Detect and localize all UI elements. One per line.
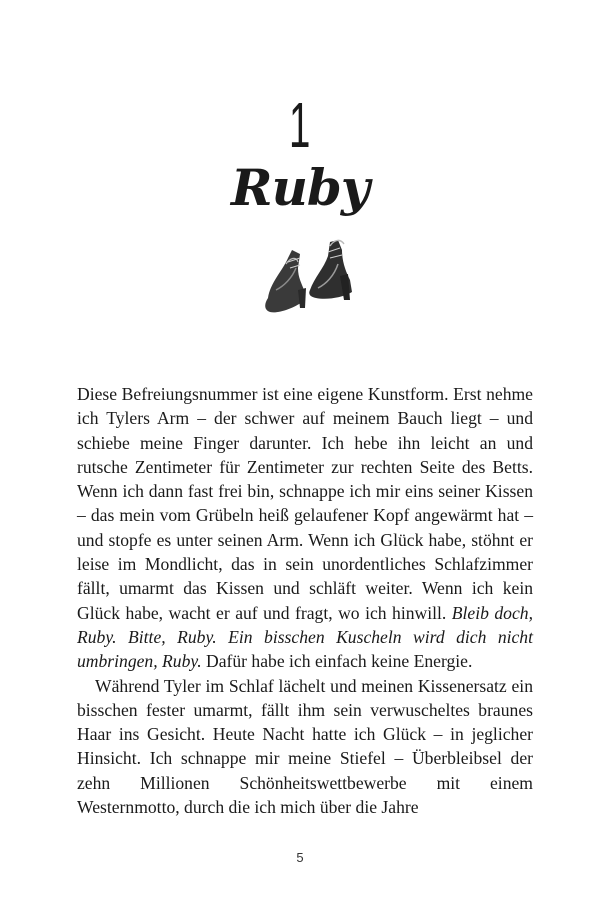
chapter-number: 1 <box>289 89 311 161</box>
page-number: 5 <box>296 850 304 865</box>
italic-dialogue: Bleib doch, Ruby. Bitte, Ruby. Ein bisschen Kuscheln wird dich nicht umbringen, Ruby. <box>77 602 533 672</box>
paragraph-text: Dafür habe ich einfach keine Energie. <box>201 651 473 672</box>
chapter-body-text <box>77 382 533 819</box>
chapter-title: Ruby <box>231 158 369 217</box>
boots-icon <box>258 228 358 328</box>
paragraph-text: Diese Befreiungsnummer ist eine eigene Kunstform. Erst nehme ich Tylers Arm – der schwer auf meinem Bauch liegt – und schiebe meine Finger darunter. Ich hebe ihn leicht an und rutsche Zentimeter für Zentimeter zur rechten Seite des Betts. Wenn ich dann fast frei bin, schnappe ich mir eins seiner Kissen – das mein vom Grübeln heiß gelaufener Kopf angewärmt hat – und stopfe es unter seinen Arm. Wenn ich Glück habe, stöhnt er leise im Mondlicht, das in sein unordentliches Schlafzimmer fällt, umarmt das Kissen und schläft weiter. Wenn ich kein Glück habe, wacht er auf und fragt, wo ich hinwill. <box>77 384 533 623</box>
paragraph <box>77 382 533 674</box>
paragraph: Während Tyler im Schlaf lächelt und meinen Kissenersatz ein bisschen fester umarmt, fällt ihm sein verwuscheltes braunes Haar ins Gesicht. Heute Nacht hatte ich Glück – in jeglicher Hinsicht. Ich schnappe mir meine Stiefel – Überbleibsel der zehn Millionen Schönheitswettbewerbe mit einem Westernmotto, durch die ich mich über die Jahre <box>77 675 533 818</box>
